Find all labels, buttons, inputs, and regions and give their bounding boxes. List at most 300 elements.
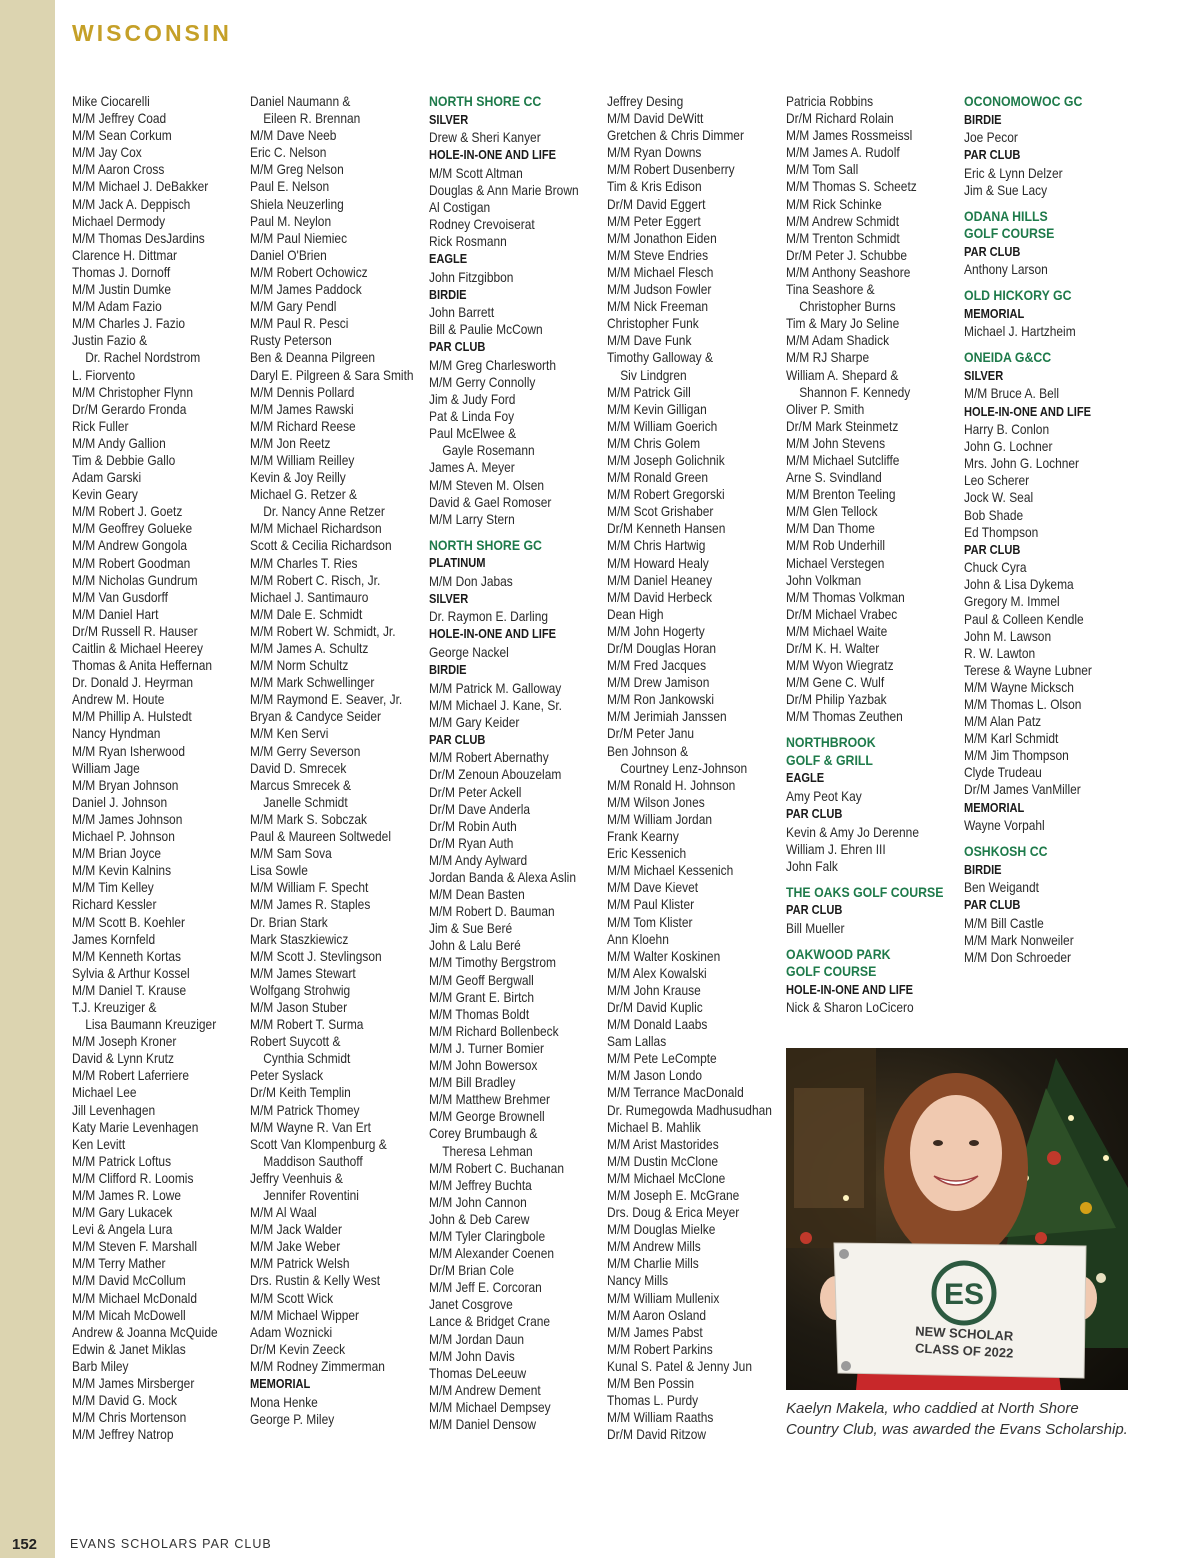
donor-name: M/M Jack Walder (250, 1222, 342, 1238)
donor-name: M/M Patrick Loftus (72, 1153, 172, 1169)
donor-name: Dr/M James VanMiller (964, 782, 1081, 798)
donor-name: Tina Seashore & (786, 282, 875, 298)
donor-name: M/M Thomas S. Scheetz (786, 179, 917, 195)
donor-name: Andrew M. Houte (72, 692, 165, 708)
donor-name: Mrs. John G. Lochner (964, 456, 1080, 472)
donor-name: Michael G. Retzer & (250, 487, 358, 503)
donor-name: Thomas DeLeeuw (429, 1365, 527, 1381)
donor-name: M/M James A. Schultz (250, 641, 369, 656)
donor-name: Sam Lallas (607, 1034, 667, 1050)
donor-name: M/M Andrew Dement (429, 1382, 541, 1398)
donor-name: M/M Dan Thome (786, 521, 875, 537)
donor-name: William Jage (72, 760, 140, 776)
donor-name: John Fitzgibbon (429, 269, 514, 285)
donor-name: M/M Alex Kowalski (607, 965, 707, 981)
donor-name: M/M Tyler Claringbole (429, 1228, 546, 1244)
donor-name: George Nackel (429, 644, 509, 660)
donor-name: Dr/M Kevin Zeeck (250, 1341, 346, 1357)
donor-name: M/M Kevin Gilligan (607, 401, 707, 417)
donor-name: M/M Michael Kessenich (607, 863, 734, 879)
donor-name: Bryan & Candyce Seider (250, 709, 381, 725)
donor-name: M/M John Krause (607, 982, 701, 998)
donor-name: M/M Brenton Teeling (786, 487, 896, 503)
donor-name: M/M Adam Shadick (786, 333, 890, 349)
donor-name: M/M Brian Joyce (72, 846, 162, 862)
donor-name: Bill & Paulie McCown (429, 322, 543, 338)
donor-name: M/M David DeWitt (607, 111, 704, 127)
donor-name: M/M David Herbeck (607, 589, 713, 605)
donor-name: Levi & Angela Lura (72, 1222, 173, 1238)
donor-name: Ben Johnson & (607, 743, 689, 759)
donor-name: M/M William Mullenix (607, 1290, 720, 1306)
donor-name: M/M Kevin Kalnins (72, 863, 172, 879)
donor-name: Justin Fazio & (72, 333, 148, 349)
page-number: 152 (12, 1536, 38, 1553)
donor-name: M/M Mark Schwellinger (250, 675, 375, 691)
donor-name: John Volkman (786, 572, 862, 588)
donor-name: M/M Rodney Zimmerman (250, 1358, 385, 1374)
donor-name: Gretchen & Chris Dimmer (607, 128, 744, 144)
donor-name: M/M John Stevens (786, 435, 886, 451)
donor-name: M/M Donald Laabs (607, 1017, 708, 1033)
donor-name: Marcus Smrecek & (250, 777, 352, 793)
giving-level-heading: PAR CLUB (964, 898, 1021, 913)
donor-name: M/M Dale E. Schmidt (250, 606, 363, 622)
donor-name: M/M Jay Cox (72, 145, 142, 161)
donor-name: M/M Michael J. Kane, Sr. (429, 697, 562, 713)
donor-name: William J. Ehren III (786, 841, 886, 857)
scholar-photo (786, 1048, 1128, 1390)
club-name: OSHKOSH CC (964, 843, 1048, 860)
donor-name: Dr/M Zenoun Abouzelam (429, 767, 562, 783)
donor-name: M/M Micah McDowell (72, 1307, 186, 1323)
donor-name: Daniel J. Johnson (72, 794, 168, 810)
donor-name: M/M Jack A. Deppisch (72, 196, 191, 212)
donor-name: Dr/M Dave Anderla (429, 801, 531, 817)
donor-name: Shiela Neuzerling (250, 196, 344, 212)
donor-name: Dr/M Brian Cole (429, 1263, 515, 1279)
donor-name: M/M Mark Nonweiler (964, 932, 1074, 948)
donor-name: M/M Jason Londo (607, 1068, 703, 1084)
donor-name: Leo Scherer (964, 473, 1030, 489)
scholar-photo-illustration (786, 1048, 1128, 1390)
donor-name: M/M Mark S. Sobczak (250, 811, 367, 827)
club-name: GOLF & GRILL (786, 751, 873, 768)
donor-name: Dr/M Mark Steinmetz (786, 418, 899, 434)
donor-name: David & Gael Romoser (429, 494, 552, 510)
donor-name: M/M Patrick Gill (607, 384, 691, 400)
donor-name: M/M Ronald Green (607, 470, 709, 486)
donor-name: M/M Jerimiah Janssen (607, 709, 727, 725)
donor-name: L. Fiorvento (72, 367, 136, 383)
donor-name: M/M Walter Koskinen (607, 948, 721, 964)
donor-name: John & Lalu Beré (429, 938, 521, 954)
donor-name: M/M Joseph Golichnik (607, 452, 725, 468)
donor-name: Harry B. Conlon (964, 422, 1050, 438)
donor-name: John Falk (786, 858, 838, 874)
donor-name: M/M Scot Grishaber (607, 504, 714, 520)
donor-name: M/M Terry Mather (72, 1256, 166, 1272)
donor-name: M/M Drew Jamison (607, 675, 710, 691)
donor-name: M/M Fred Jacques (607, 658, 707, 674)
giving-level-heading: MEMORIAL (964, 800, 1025, 815)
donor-name: M/M John Cannon (429, 1194, 527, 1210)
donor-name: M/M Gary Keider (429, 714, 520, 730)
donor-name: Tim & Mary Jo Seline (786, 316, 900, 332)
donor-name: David & Lynn Krutz (72, 1051, 174, 1067)
donor-name: M/M Jon Reetz (250, 435, 331, 451)
donor-name: M/M Pete LeCompte (607, 1051, 717, 1067)
donor-name: M/M Tom Sall (786, 162, 859, 178)
donor-name: Ken Levitt (72, 1136, 126, 1152)
donor-name: M/M Ronald H. Johnson (607, 777, 736, 793)
donor-name: Dr/M Peter Ackell (429, 784, 522, 800)
donor-name: Dr/M Philip Yazbak (786, 692, 887, 708)
donor-name: M/M James Mirsberger (72, 1376, 195, 1392)
donor-name: Frank Kearny (607, 829, 679, 845)
donor-name: William A. Shepard & (786, 367, 899, 383)
donor-name: James A. Meyer (429, 460, 515, 476)
donor-name: Dean High (607, 606, 664, 622)
donor-name: M/M Douglas Mielke (607, 1222, 716, 1238)
donor-name-continued: Dr. Nancy Anne Retzer (263, 504, 385, 520)
donor-name-continued: Courtney Lenz-Johnson (620, 760, 748, 776)
donor-name: Dr/M David Ritzow (607, 1427, 707, 1443)
donor-name: M/M Kenneth Kortas (72, 948, 182, 964)
donor-name: M/M Greg Charlesworth (429, 357, 556, 373)
giving-level-heading: PLATINUM (429, 556, 486, 571)
donor-name: M/M Alexander Coenen (429, 1246, 555, 1262)
donor-name: Mona Henke (250, 1394, 318, 1410)
donor-column-1 (72, 93, 223, 1443)
donor-name: M/M Robert C. Risch, Jr. (250, 572, 381, 588)
donor-name-continued: Christopher Burns (799, 299, 896, 315)
donor-name: M/M Bruce A. Bell (964, 386, 1060, 402)
donor-name: M/M Daniel Heaney (607, 572, 713, 588)
donor-name: Corey Brumbaugh & (429, 1126, 538, 1142)
donor-name: M/M Gene C. Wulf (786, 675, 885, 691)
donor-name: M/M Thomas Zeuthen (786, 709, 903, 725)
club-name: NORTH SHORE CC (429, 93, 542, 109)
donor-name: M/M James Stewart (250, 965, 356, 981)
donor-name: Chuck Cyra (964, 560, 1027, 576)
donor-name: George P. Miley (250, 1411, 335, 1427)
donor-column-2 (250, 93, 414, 1428)
giving-level-heading: PAR CLUB (786, 903, 843, 918)
donor-name: M/M Charlie Mills (607, 1256, 699, 1272)
donor-name: M/M Phillip A. Hulstedt (72, 709, 192, 725)
donor-name: M/M Nick Freeman (607, 299, 709, 315)
donor-name: Jordan Banda & Alexa Aslin (429, 870, 576, 885)
club-name: GOLF COURSE (786, 963, 877, 980)
donor-name: Lance & Bridget Crane (429, 1314, 551, 1330)
donor-name: M/M Michael McDonald (72, 1290, 197, 1306)
donor-name: M/M Ken Servi (250, 726, 329, 742)
donor-name: John Barrett (429, 305, 495, 321)
donor-name: M/M Scott Wick (250, 1290, 334, 1306)
donor-name: Dr. Raymon E. Darling (429, 609, 549, 625)
donor-name: Dr/M Michael Vrabec (786, 606, 898, 622)
giving-level-heading: PAR CLUB (786, 807, 843, 822)
donor-name: Dr/M Robin Auth (429, 818, 517, 834)
giving-level-heading: PAR CLUB (429, 732, 486, 747)
donor-name: M/M Geoff Bergwall (429, 972, 534, 988)
donor-name: M/M Patrick M. Galloway (429, 680, 562, 696)
donor-name: M/M Andrew Mills (607, 1239, 701, 1255)
donor-name: Drs. Doug & Erica Meyer (607, 1205, 740, 1221)
donor-name: M/M William Raaths (607, 1410, 714, 1426)
donor-name: M/M William Reilley (250, 452, 355, 468)
donor-name: M/M Dennis Pollard (250, 384, 355, 400)
donor-name: Jeffrey Desing (607, 94, 684, 109)
giving-level-heading: PAR CLUB (429, 340, 486, 355)
donor-name: M/M Daniel Densow (429, 1417, 537, 1432)
donor-name: M/M Gary Lukacek (72, 1205, 173, 1221)
donor-name: M/M Chris Mortenson (72, 1410, 187, 1426)
donor-name: M/M Geoffrey Golueke (72, 521, 193, 537)
donor-name: M/M Greg Nelson (250, 162, 344, 178)
donor-name: Dr/M Ryan Auth (429, 835, 514, 851)
donor-name: M/M Chris Hartwig (607, 538, 706, 554)
state-title: WISCONSIN (72, 20, 232, 46)
donor-name: M/M Aaron Cross (72, 162, 165, 178)
donor-name: M/M Robert Ochowicz (250, 264, 368, 280)
donor-name: Rusty Peterson (250, 333, 332, 349)
donor-name: Adam Garski (72, 470, 142, 486)
donor-name: Oliver P. Smith (786, 401, 865, 417)
donor-name: M/M Robert W. Schmidt, Jr. (250, 623, 396, 639)
donor-name: Ann Kloehn (607, 931, 669, 947)
donor-name: Edwin & Janet Miklas (72, 1341, 186, 1357)
club-name: NORTHBROOK (786, 734, 876, 751)
donor-name: M/M Al Waal (250, 1205, 317, 1221)
donor-name: M/M James Paddock (250, 282, 362, 298)
donor-name: M/M Ryan Downs (607, 145, 702, 161)
donor-name: M/M Sam Sova (250, 846, 332, 862)
donor-name: M/M Jeffrey Buchta (429, 1177, 532, 1193)
donor-name: T.J. Kreuziger & (72, 999, 157, 1015)
donor-name: M/M Raymond E. Seaver, Jr. (250, 692, 403, 708)
donor-name: John & Lisa Dykema (964, 577, 1074, 593)
donor-name: Michael P. Johnson (72, 829, 175, 845)
donor-name: Barb Miley (72, 1358, 129, 1374)
donor-name: Joe Pecor (964, 130, 1018, 145)
donor-name: M/M Scott Altman (429, 165, 523, 181)
donor-name: Dr/M Gerardo Fronda (72, 401, 187, 417)
donor-name: Drs. Rustin & Kelly West (250, 1273, 381, 1289)
club-name: ONEIDA G&CC (964, 349, 1052, 366)
donor-name: M/M Bill Bradley (429, 1075, 516, 1091)
donor-name: M/M Rick Schinke (786, 196, 882, 212)
donor-name: Al Costigan (429, 199, 491, 215)
donor-name-continued: Siv Lindgren (620, 367, 687, 383)
giving-level-heading: PAR CLUB (964, 244, 1021, 259)
donor-name: M/M Anthony Seashore (786, 264, 911, 280)
donor-name: M/M Rob Underhill (786, 538, 886, 554)
donor-name: M/M Thomas DesJardins (72, 230, 205, 246)
donor-name: M/M Glen Tellock (786, 504, 878, 520)
donor-name: M/M Jeffrey Coad (72, 111, 167, 127)
donor-name: John M. Lawson (964, 628, 1052, 644)
giving-level-heading: EAGLE (429, 252, 468, 267)
donor-name: M/M Tim Kelley (72, 880, 154, 896)
donor-name: M/M Matthew Brehmer (429, 1092, 550, 1108)
donor-name: Nancy Hyndman (72, 726, 161, 742)
donor-name: M/M Daniel Hart (72, 606, 159, 622)
donor-name: Michael Dermody (72, 213, 166, 229)
giving-level-heading: HOLE-IN-ONE AND LIFE (964, 404, 1092, 419)
donor-name: M/M Charles J. Fazio (72, 316, 186, 332)
donor-name: M/M Grant E. Birtch (429, 989, 535, 1005)
donor-name: Michael J. Hartzheim (964, 324, 1076, 340)
donor-name: M/M Jim Thompson (964, 748, 1069, 764)
donor-name: M/M James Rawski (250, 401, 354, 417)
footer-label: EVANS SCHOLARS PAR CLUB (70, 1537, 272, 1551)
donor-name: Dr/M David Kuplic (607, 999, 703, 1015)
donor-name: Jim & Judy Ford (429, 392, 516, 408)
donor-name: Gregory M. Immel (964, 594, 1060, 610)
donor-name: M/M Adam Fazio (72, 299, 162, 315)
donor-name: Timothy Galloway & (607, 350, 713, 366)
donor-name: M/M Bryan Johnson (72, 777, 179, 793)
donor-name: M/M Dave Funk (607, 333, 692, 349)
donor-name: M/M David McCollum (72, 1273, 186, 1289)
giving-level-heading: HOLE-IN-ONE AND LIFE (786, 982, 914, 997)
donor-name: Daniel Naumann & (250, 94, 351, 109)
donor-name: M/M Dean Basten (429, 887, 525, 903)
donor-name: M/M Dustin McClone (607, 1153, 719, 1169)
donor-name: Kevin & Amy Jo Derenne (786, 824, 919, 840)
donor-name: Jim & Sue Beré (429, 921, 513, 937)
donor-column-6 (964, 93, 1115, 966)
donor-name: M/M Michael Dempsey (429, 1399, 551, 1415)
donor-name: Patricia Robbins (786, 94, 874, 109)
donor-name: Paul E. Nelson (250, 179, 330, 195)
donor-name: M/M Alan Patz (964, 714, 1042, 730)
donor-name: M/M William Goerich (607, 418, 718, 434)
donor-name: Peter Syslack (250, 1068, 324, 1084)
donor-name: M/M Wayne R. Van Ert (250, 1119, 371, 1135)
donor-name: Wayne Vorpahl (964, 818, 1045, 834)
donor-name: M/M Nicholas Gundrum (72, 572, 198, 588)
donor-name: M/M Justin Dumke (72, 282, 172, 298)
club-name: NORTH SHORE GC (429, 536, 542, 553)
donor-name-continued: Maddison Sauthoff (263, 1153, 363, 1169)
donor-name: M/M Michael Wipper (250, 1307, 360, 1323)
donor-name: Paul & Maureen Soltwedel (250, 829, 391, 845)
donor-name: M/M Daniel T. Krause (72, 982, 187, 998)
donor-name: Scott & Cecilia Richardson (250, 538, 392, 554)
donor-name: M/M Trenton Schmidt (786, 230, 900, 246)
donor-name: M/M Scott J. Stevlingson (250, 948, 382, 964)
donor-name: M/M Steve Endries (607, 247, 709, 263)
donor-name: M/M Jeff E. Corcoran (429, 1280, 542, 1296)
donor-name: Andrew & Joanna McQuide (72, 1324, 218, 1340)
donor-name: Clarence H. Dittmar (72, 247, 178, 263)
donor-name: M/M Dave Neeb (250, 128, 337, 144)
donor-name: Amy Peot Kay (786, 788, 862, 804)
donor-name: M/M Michael J. DeBakker (72, 179, 209, 195)
giving-level-heading: SILVER (429, 591, 469, 606)
donor-name: M/M Robert Laferriere (72, 1068, 190, 1084)
donor-name: M/M James R. Lowe (72, 1188, 182, 1203)
donor-name: M/M Jeffrey Natrop (72, 1427, 174, 1443)
donor-name: John & Deb Carew (429, 1211, 530, 1227)
donor-name: M/M Robert J. Goetz (72, 504, 183, 520)
donor-name: M/M John Hogerty (607, 623, 705, 639)
donor-name: Michael J. Santimauro (250, 589, 369, 605)
donor-name: Dr/M David Eggert (607, 196, 706, 212)
donor-name: Dr/M Russell R. Hauser (72, 623, 198, 639)
donor-name: Katy Marie Levenhagen (72, 1119, 199, 1135)
donor-name: Michael Verstegen (786, 555, 885, 571)
donor-name: M/M Don Jabas (429, 573, 513, 589)
donor-name: Ben Weigandt (964, 880, 1039, 896)
donor-name: James Kornfeld (72, 931, 156, 947)
donor-name: M/M Steven F. Marshall (72, 1239, 197, 1255)
donor-name: M/M Gerry Severson (250, 743, 361, 759)
photo-caption: Kaelyn Makela, who caddied at North Shore Country Club, was awarded the Evans Scholarship. (786, 1400, 1128, 1438)
donor-name: M/M Wilson Jones (607, 794, 705, 810)
donor-name: M/M Van Gusdorff (72, 589, 168, 605)
donor-name: M/M Ron Jankowski (607, 692, 715, 708)
donor-name: Bob Shade (964, 507, 1024, 523)
club-name: THE OAKS GOLF COURSE (786, 883, 944, 900)
donor-name: Dr/M Keith Templin (250, 1085, 351, 1101)
donor-name: M/M Paul Niemiec (250, 230, 348, 246)
donor-name: John G. Lochner (964, 439, 1053, 455)
donor-name: M/M Timothy Bergstrom (429, 955, 556, 971)
donor-name: M/M Andy Gallion (72, 435, 166, 451)
donor-name: Wolfgang Strohwig (250, 982, 351, 998)
donor-name: M/M Robert Abernathy (429, 750, 549, 766)
donor-column-3 (429, 93, 580, 1433)
donor-name: Tim & Kris Edison (607, 179, 702, 195)
donor-name: David D. Smrecek (250, 760, 347, 776)
donor-name: M/M Jordan Daun (429, 1331, 525, 1347)
donor-name: M/M John Bowersox (429, 1058, 538, 1074)
donor-name: Robert Suycott & (250, 1034, 341, 1050)
donor-name: Eric & Lynn Delzer (964, 165, 1063, 181)
donor-name: M/M Howard Healy (607, 555, 709, 571)
donor-name: M/M Wayne Micksch (964, 679, 1074, 695)
donor-name: Lisa Sowle (250, 863, 308, 879)
donor-name: M/M Wyon Wiegratz (786, 658, 894, 674)
donor-name: Clyde Trudeau (964, 765, 1042, 781)
donor-name: Michael Lee (72, 1085, 137, 1101)
donor-name: Christopher Funk (607, 316, 699, 332)
donor-name: M/M Thomas L. Olson (964, 696, 1082, 712)
donor-name: M/M William Jordan (607, 811, 713, 827)
donor-name: M/M Don Schroeder (964, 949, 1072, 965)
donor-name: M/M Sean Corkum (72, 128, 172, 144)
giving-level-heading: MEMORIAL (964, 306, 1025, 321)
donor-name: M/M Robert T. Surma (250, 1017, 364, 1033)
donor-name: Mike Ciocarelli (72, 94, 150, 109)
donor-name: M/M Patrick Thomey (250, 1102, 360, 1118)
club-name: OCONOMOWOC GC (964, 93, 1083, 109)
donor-column-5 (786, 93, 944, 1017)
donor-name: M/M Robert Gregorski (607, 487, 725, 503)
donor-name: M/M Charles T. Ries (250, 555, 358, 571)
giving-level-heading: EAGLE (786, 771, 825, 786)
donor-name: Janet Cosgrove (429, 1297, 513, 1313)
donor-name: Tim & Debbie Gallo (72, 452, 176, 468)
giving-level-heading: HOLE-IN-ONE AND LIFE (429, 148, 557, 163)
donor-name: Dr. Donald J. Heyrman (72, 675, 193, 691)
donor-name: Sylvia & Arthur Kossel (72, 965, 190, 981)
donor-name: Caitlin & Michael Heerey (72, 641, 203, 656)
